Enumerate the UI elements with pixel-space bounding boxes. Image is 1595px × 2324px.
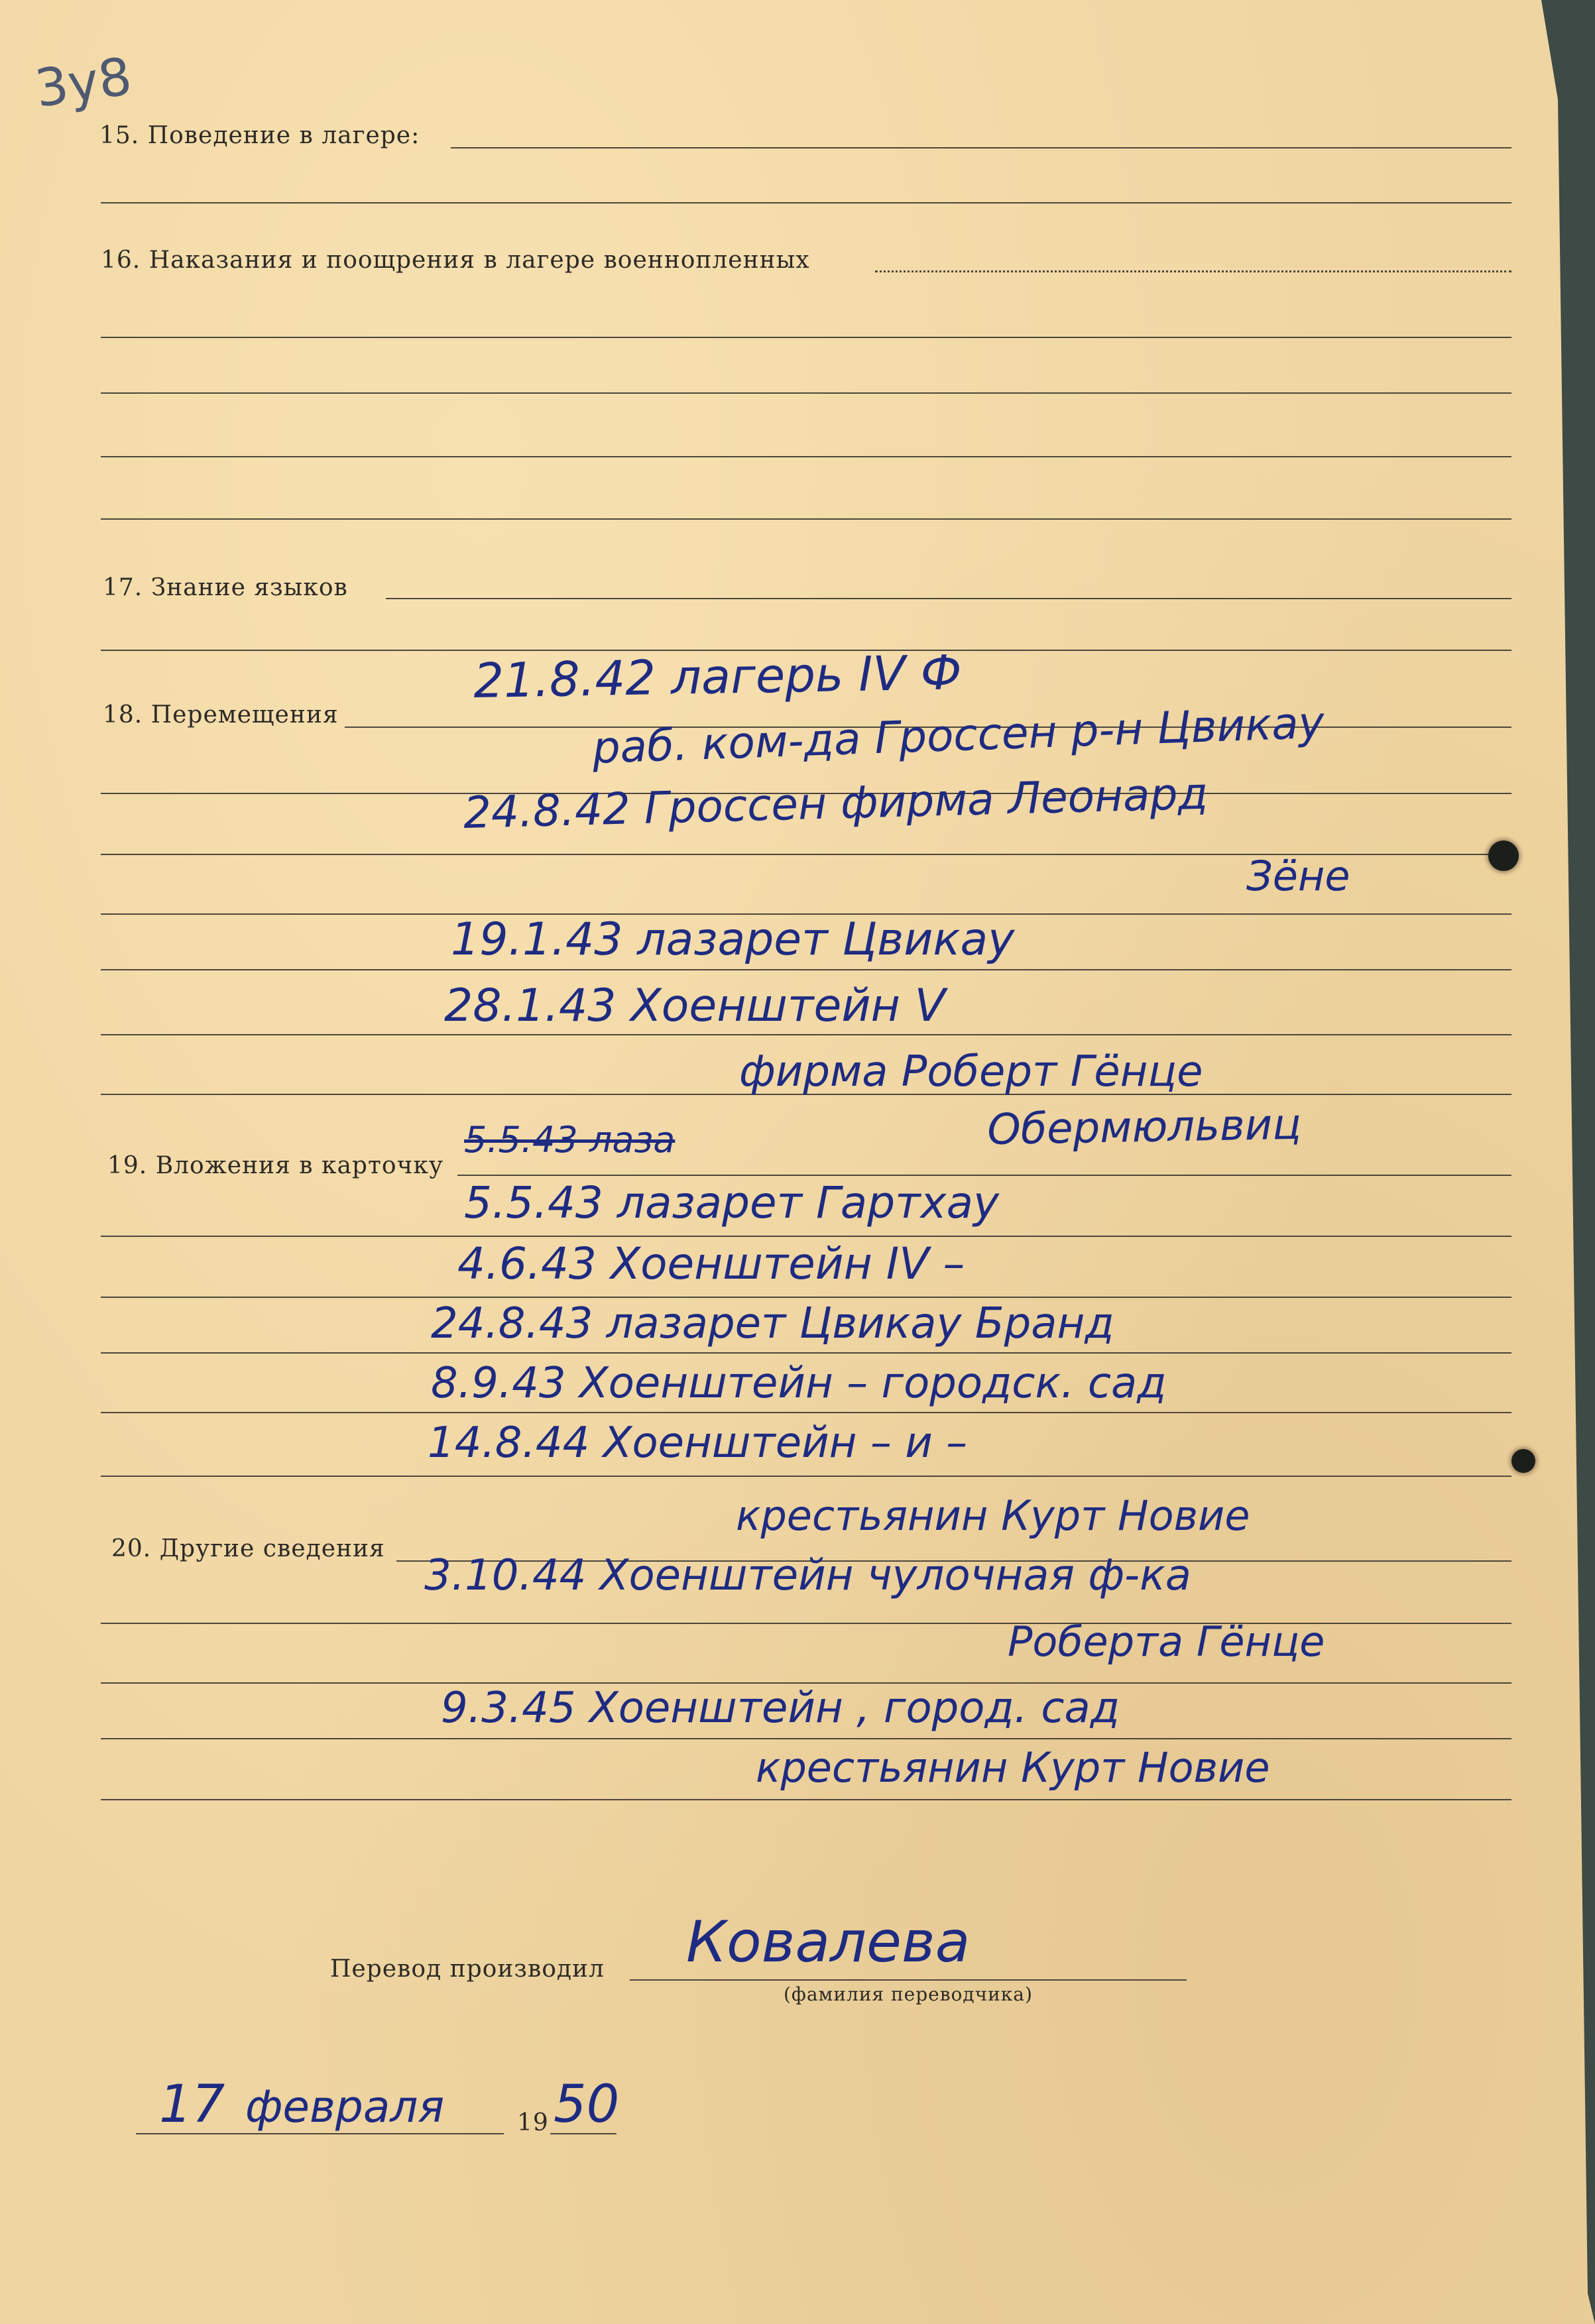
punch-hole-top	[1488, 841, 1519, 871]
field-19-line-3	[101, 1297, 1511, 1298]
field-20-line-5	[101, 1799, 1511, 1800]
field-19-line	[457, 1175, 1511, 1176]
handwritten-line-12: 8.9.43 Хоенштейн – городск. сад	[431, 1359, 1167, 1408]
handwritten-line-3: 24.8.42 Гроссен фирма Леонард	[462, 768, 1209, 839]
field-17-label: 17. Знание языков	[103, 574, 348, 601]
field-15-line-2	[101, 202, 1511, 203]
handwritten-line-2: раб. ком-да Гроссен р-н Цвикау	[591, 697, 1325, 774]
field-19-line-2	[101, 1236, 1511, 1237]
field-16-line-2	[101, 337, 1511, 338]
field-20-label: 20. Другие сведения	[111, 1535, 385, 1562]
field-20-line-4	[101, 1738, 1511, 1739]
handwritten-line-16: Роберта Гёнце	[1008, 1617, 1325, 1666]
field-19-label: 19. Вложения в карточку	[107, 1152, 444, 1179]
field-16-label: 16. Наказания и поощрения в лагере военнопленных	[101, 247, 810, 274]
handwritten-line-18: крестьянин Курт Новие	[756, 1743, 1270, 1792]
handwritten-struck-entry: 5.5.43 лаза	[464, 1119, 676, 1161]
field-16-line	[875, 270, 1511, 272]
translator-label: Перевод производил	[330, 1955, 605, 1983]
handwritten-line-13: 14.8.44 Хоенштейн – и –	[428, 1419, 968, 1468]
date-year: 50	[554, 2075, 620, 2134]
translator-signature: Ковалева	[686, 1909, 971, 1975]
field-19-line-4	[101, 1352, 1511, 1354]
field-18-label: 18. Перемещения	[103, 701, 339, 728]
handwritten-line-7: фирма Роберт Гёнце	[739, 1047, 1203, 1096]
date-month: февраля	[245, 2081, 445, 2132]
handwritten-line-11: 24.8.43 лазарет Цвикау Бранд	[431, 1299, 1114, 1348]
field-15-line	[451, 147, 1511, 148]
field-19-line-6	[101, 1476, 1511, 1477]
field-16-line-5	[101, 518, 1511, 520]
handwritten-line-6: 28.1.43 Хоенштейн V	[444, 980, 946, 1032]
handwritten-line-14: крестьянин Курт Новие	[736, 1491, 1250, 1540]
handwritten-line-5: 19.1.43 лазарет Цвикау	[451, 913, 1015, 966]
field-18-line-6	[101, 1034, 1511, 1035]
punch-hole-bottom	[1511, 1449, 1535, 1473]
handwritten-line-1: 21.8.42 лагерь IV Ф	[473, 644, 963, 709]
handwritten-line-4: Зёне	[1246, 852, 1350, 900]
handwritten-line-15: 3.10.44 Хоенштейн чулочная ф-ка	[424, 1551, 1191, 1600]
field-17-line	[386, 598, 1511, 599]
handwritten-line-8: Обермюльвиц	[986, 1100, 1302, 1155]
field-15-label: 15. Поведение в лагере:	[99, 122, 420, 149]
translator-line	[630, 1979, 1187, 1981]
date-day: 17	[159, 2075, 225, 2134]
handwritten-line-10: 4.6.43 Хоенштейн IV –	[457, 1238, 965, 1289]
field-19-line-5	[101, 1412, 1511, 1413]
handwritten-line-9: 5.5.43 лазарет Гартхау	[464, 1177, 1000, 1228]
field-16-line-4	[101, 456, 1511, 457]
field-16-line-3	[101, 392, 1511, 394]
translator-sublabel: (фамилия переводчика)	[784, 1983, 1033, 2005]
corner-note: 3у8	[31, 46, 136, 119]
field-18-line-5	[101, 969, 1511, 970]
year-prefix: 19	[517, 2109, 549, 2136]
handwritten-line-17: 9.3.45 Хоенштейн , город. сад	[441, 1684, 1120, 1733]
